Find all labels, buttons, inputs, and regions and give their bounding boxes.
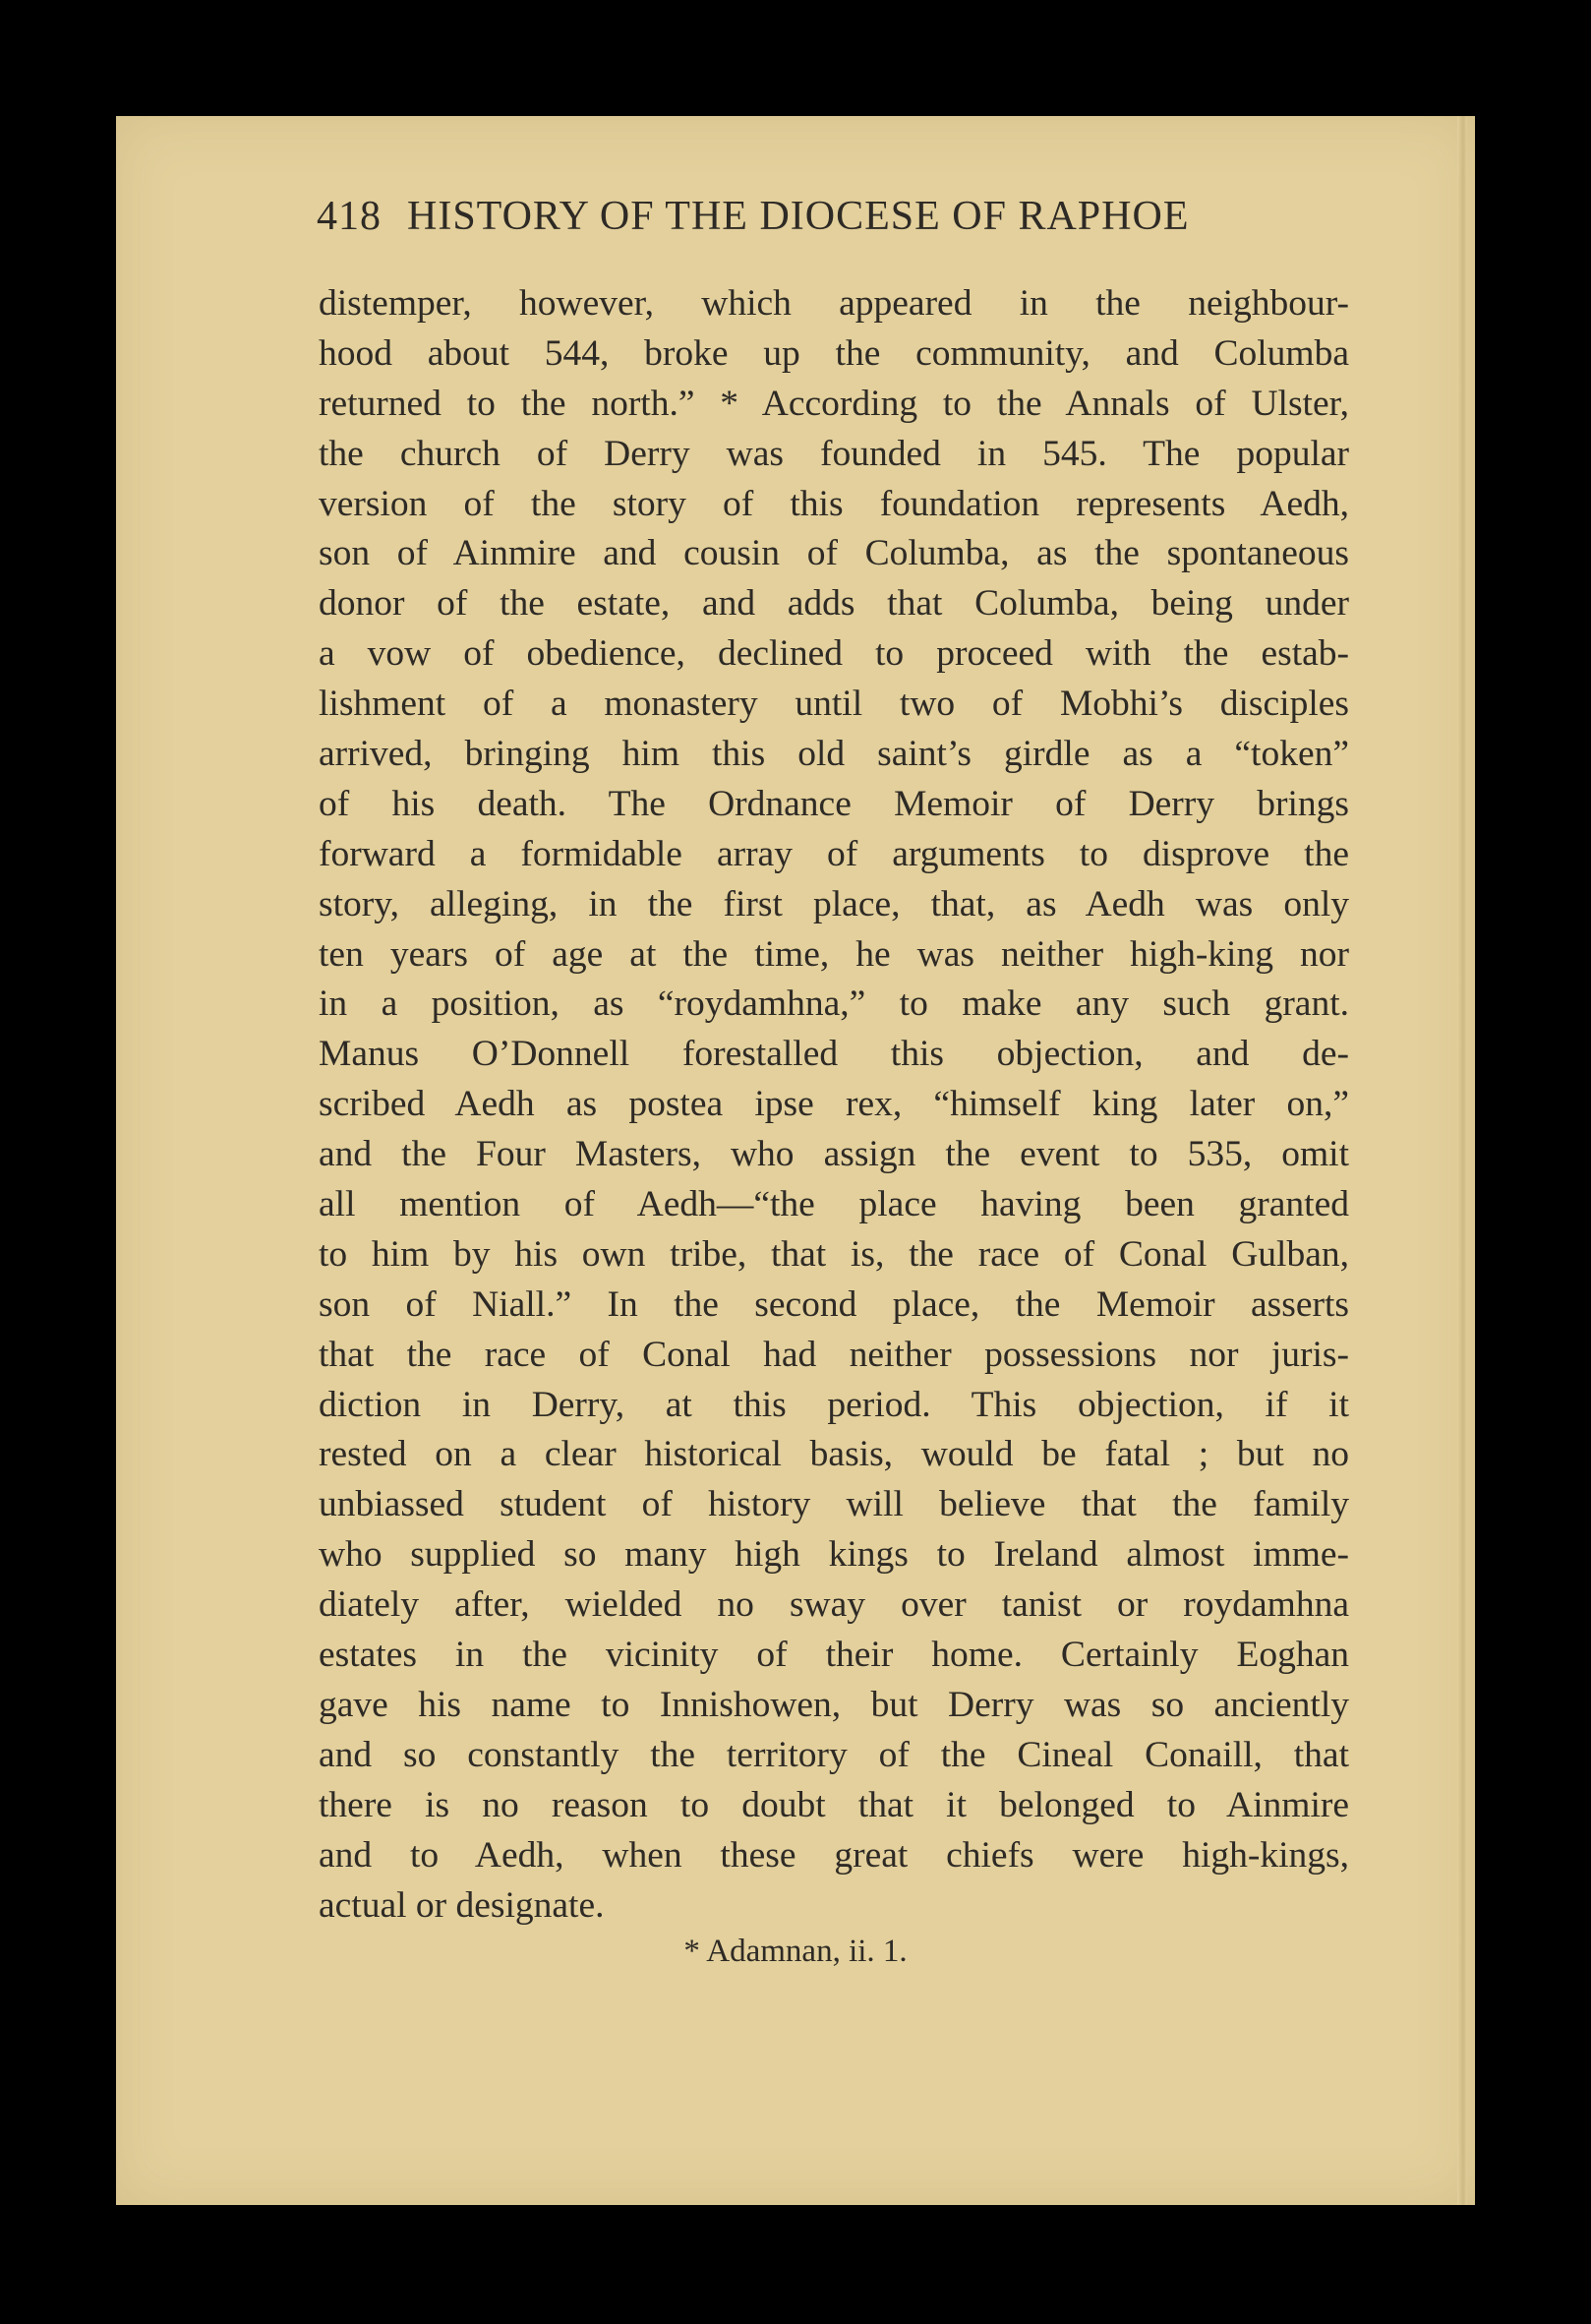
text-line: and the Four Masters, who assign the event to 535, omit <box>319 1134 1349 1175</box>
text-line: and to Aedh, when these great chiefs were high-kings, <box>319 1834 1349 1876</box>
page-edge <box>1457 116 1467 2205</box>
text-line: distemper, however, which appeared in the neighbour- <box>319 283 1349 324</box>
running-title: HISTORY OF THE DIOCESE OF RAPHOE <box>407 194 1190 239</box>
page-number: 418 <box>317 194 382 239</box>
text-line: unbiassed student of history will believe that the family <box>319 1484 1349 1525</box>
text-line: diately after, wielded no sway over tanist or roydamhna <box>319 1584 1349 1626</box>
text-line: in a position, as “roydamhna,” to make any such grant. <box>319 983 1349 1025</box>
text-line: actual or designate. <box>319 1884 605 1926</box>
text-line: forward a formidable array of arguments to disprove the <box>319 833 1349 874</box>
text-line: arrived, bringing him this old saint’s girdle as a “token” <box>319 734 1349 775</box>
text-line: the church of Derry was founded in 545. The popular <box>319 433 1349 474</box>
text-line: story, alleging, in the first place, that, as Aedh was only <box>319 883 1349 924</box>
text-line: there is no reason to doubt that it belonged to Ainmire <box>319 1784 1349 1825</box>
text-line: donor of the estate, and adds that Columba, being under <box>319 583 1349 625</box>
text-line: lishment of a monastery until two of Mobhi’s disciples <box>319 684 1349 725</box>
text-line: hood about 544, broke up the community, and Columba <box>319 332 1349 374</box>
text-line: son of Niall.” In the second place, the Memoir asserts <box>319 1283 1349 1325</box>
text-line: who supplied so many high kings to Ireland almost imme- <box>319 1534 1349 1576</box>
text-line: ten years of age at the time, he was neither high-king nor <box>319 933 1349 975</box>
text-line: estates in the vicinity of their home. Certainly Eoghan <box>319 1635 1349 1676</box>
body-text <box>319 279 1349 1931</box>
footnote: * Adamnan, ii. 1. <box>683 1934 908 1969</box>
running-header <box>317 193 1310 240</box>
text-line: all mention of Aedh—“the place having been granted <box>319 1184 1349 1225</box>
text-line: son of Ainmire and cousin of Columba, as the spontaneous <box>319 533 1349 574</box>
text-line: version of the story of this foundation represents Aedh, <box>319 483 1349 524</box>
text-line: of his death. The Ordnance Memoir of Derry brings <box>319 783 1349 824</box>
text-line: diction in Derry, at this period. This objection, if it <box>319 1384 1349 1425</box>
text-line: that the race of Conal had neither possessions nor juris- <box>319 1334 1349 1375</box>
book-page <box>116 116 1475 2205</box>
text-line: scribed Aedh as postea ipse rex, “himself king later on,” <box>319 1084 1349 1125</box>
text-line: rested on a clear historical basis, would be fatal ; but no <box>319 1434 1349 1475</box>
text-line: Manus O’Donnell forestalled this objection, and de- <box>319 1034 1349 1075</box>
text-line: and so constantly the territory of the Cineal Conaill, that <box>319 1734 1349 1775</box>
text-line: to him by his own tribe, that is, the race of Conal Gulban, <box>319 1233 1349 1275</box>
text-line: a vow of obedience, declined to proceed with the estab- <box>319 633 1349 675</box>
text-line: gave his name to Innishowen, but Derry was so anciently <box>319 1684 1349 1725</box>
text-line: returned to the north.” * According to the Annals of Ulster, <box>319 383 1349 424</box>
